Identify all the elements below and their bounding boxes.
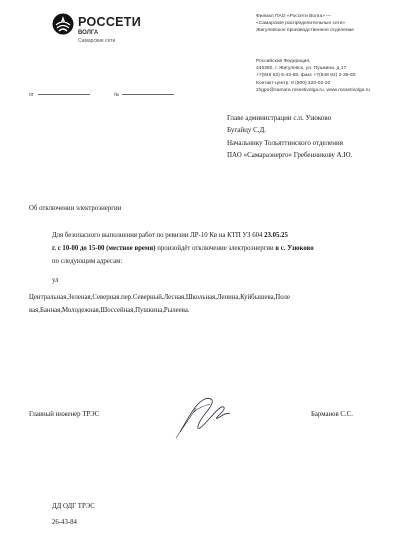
- addressee-line: Главе администрации с.п. Узюково: [227, 114, 332, 122]
- signer-name: Барманов С.С.: [311, 411, 353, 418]
- date-label: от: [29, 92, 34, 98]
- body-line-2: [52, 242, 382, 255]
- logo-region: ВОЛГА: [78, 30, 99, 36]
- body-line-1: [52, 229, 362, 242]
- org-line: Филиал ПАО «Россети Волга» —: [256, 14, 332, 19]
- rosseti-logo-icon: [52, 13, 74, 35]
- handwritten-signature-icon: [168, 382, 238, 440]
- address-line: +7(848 62) 6-43-59, факс +7(848 62) 2-39-50: [256, 73, 356, 79]
- address-block: [256, 58, 396, 94]
- address-line: zhgpo@samara.rossetivolga.ru, www.rossetivolga.ru: [256, 87, 370, 93]
- addressee-line: Бугайцу С.Д.: [227, 126, 267, 135]
- address-line: Российская Федерация,: [256, 59, 311, 64]
- streets-list-line: Центральная,Зеленая,Северная.пер.Северный,Лесная,Школьная,Ленина,Куйбышева,Поле: [29, 294, 290, 301]
- outage-place: в с. Узюково: [275, 245, 314, 252]
- body-text: произойдёт отключение электроэнергии: [155, 245, 276, 252]
- executor-phone: 26-43-84: [52, 519, 77, 526]
- body-line-3: по следующим адресам:: [52, 258, 123, 265]
- org-line: «Самарские распределительные сети»: [256, 21, 346, 27]
- streets-list-line: вая,Банная,Молодежная,Шоссейная,Пушкина,Рылеева.: [29, 307, 190, 314]
- address-line: Контакт-центр: 8 (800) 220-02-20: [256, 80, 331, 86]
- number-label: №: [114, 92, 120, 98]
- address-line: 445350, г. Жигулевск, ул. Пушкина, д.17: [256, 66, 347, 72]
- logo-name: РОССЕТИ: [78, 15, 142, 29]
- company-logo: [52, 13, 172, 47]
- date-field-line: [38, 94, 90, 95]
- outage-date: 23.05.25: [264, 232, 288, 239]
- outage-time: г. с 10-00 до 15-00 (местное время): [52, 245, 156, 252]
- addressee-line: ПАО «Самараэнерго» Гребенникову А.Ю.: [227, 150, 353, 159]
- body-text: Для безопасного выполнения работ по ревизии ЛР-10 Кв на КТП УЗ 604: [52, 232, 265, 239]
- addressees: [227, 112, 397, 161]
- number-field-line: [122, 94, 174, 95]
- street-prefix: ул: [52, 277, 59, 284]
- organization-block: [256, 13, 396, 35]
- org-line: Жигулевское производственное отделение: [256, 28, 354, 34]
- executor-name: ДД ОДГ ТРЭС: [52, 503, 95, 510]
- addressee-line: Начальнику Тольяттинского отделения: [227, 138, 343, 147]
- signer-title: Главный инженер ТРЭС: [29, 411, 100, 418]
- letter-subject: Об отключении электроэнергии: [29, 205, 122, 212]
- logo-branch: Самарские сети: [78, 38, 116, 44]
